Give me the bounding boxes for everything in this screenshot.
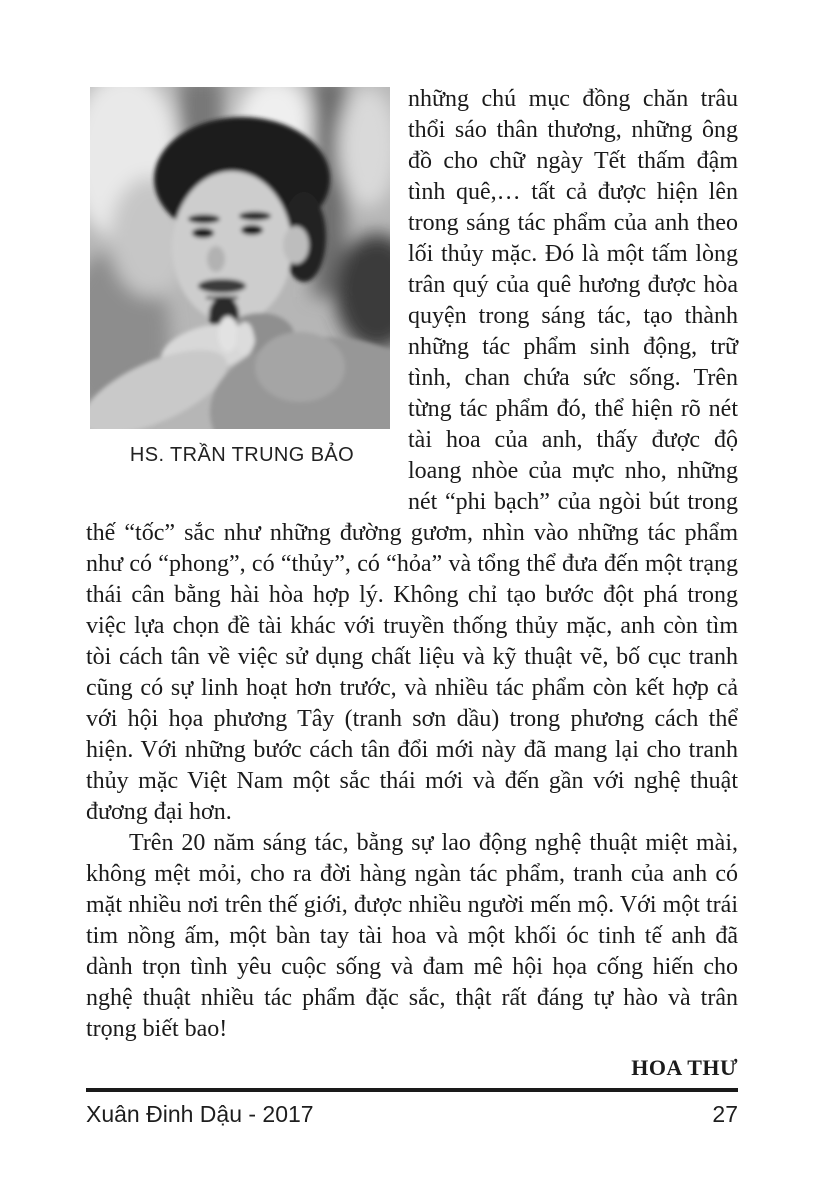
article-body [86,84,738,1083]
portrait-photo [90,87,390,429]
page-footer [86,1088,738,1128]
paragraph-2: Trên 20 năm sáng tác, bằng sự lao động nghệ thuật miệt mài, không mệt mỏi, cho ra đời hàng ngàn tác phẩm, tranh của anh có mặt nhiều nơi trên thế giới, được nhiều người mến mộ. Với một trái tim nồng ấm, một bàn tay tài hoa và một khối óc tinh tế anh đã dành trọn tình yêu cuộc sống và đam mê hội họa cống hiến cho nghệ thuật nhiều tác phẩm đặc sắc, thật rất đáng tự hào và trân trọng biết bao! [86,830,738,1042]
paragraph-1: những chú mục đồng chăn trâu thổi sáo thân thương, những ông đồ cho chữ ngày Tết thấm đậm tình quê,… tất cả được hiện lên trong sáng tác phẩm của anh theo lối thủy mặc. Đó là một tấm lòng trân quý của quê hương được hòa quyện trong sáng tác, tạo thành những tác phẩm sinh động, trữ tình, chan chứa sức sống. Trên từng tác phẩm đó, thể hiện rõ nét tài hoa của anh, thấy được độ loang nhòe của mực nho, những nét “phi bạch” của ngòi bút trong thế “tốc” sắc như những đường gươm, nhìn vào những tác phẩm như có “phong”, có “thủy”, có “hỏa” và tổng thể đưa đến một trạng thái cân bằng hài hòa hợp lý. Không chỉ tạo bước đột phá trong việc lựa chọn đề tài khác với truyền thống thủy mặc, anh còn tìm tòi cách tân về việc sử dụng chất liệu và kỹ thuật vẽ, bố cục tranh cũng có sự linh hoạt hơn trước, và nhiều tác phẩm còn kết hợp cả với hội họa phương Tây (tranh sơn dầu) trong phương cách thể hiện. Với những bước cách tân đổi mới này đã mang lại cho tranh thủy mặc Việt Nam một sắc thái mới và đến gần với nghệ thuật đương đại hơn. [86,86,738,825]
footer-issue-label: Xuân Đinh Dậu - 2017 [86,1101,314,1127]
portrait-figure [90,87,394,471]
byline: HOA THƯ [631,1055,738,1080]
footer-page-number: 27 [712,1101,738,1127]
photo-caption: HS. TRẦN TRUNG BẢO [129,444,355,466]
